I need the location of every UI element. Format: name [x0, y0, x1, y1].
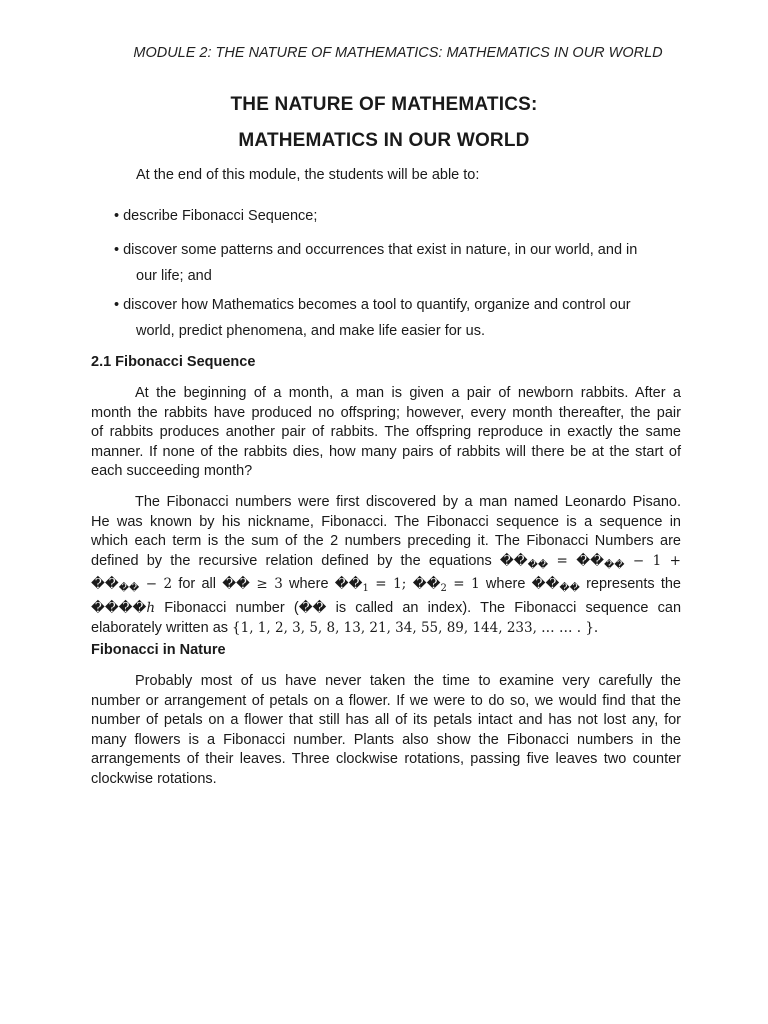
paragraph-line: each succeeding month? — [91, 463, 253, 480]
section-heading: 2.1 Fibonacci Sequence — [91, 354, 256, 370]
objective-text: • discover some patterns and occurrences that exist in nature, in our world, and in — [114, 242, 638, 258]
inline-text: represents the — [579, 576, 681, 593]
paragraph-line: The Fibonacci numbers were first discovered by a man named Leonardo Pisano. — [135, 494, 681, 510]
paragraph-line: number or arrangement of petals on a flower. If we were to do so, we would find that the — [91, 692, 681, 709]
paragraph-line: of rabbits produces another pair of rabbits. The offspring reproduce in exactly the same — [91, 424, 681, 441]
inline-text: where — [479, 576, 532, 593]
nth-symbol: ����ℎ — [91, 599, 156, 616]
paragraph-line — [91, 552, 681, 576]
index-symbol: �� — [298, 599, 327, 616]
paragraph-line — [91, 575, 681, 599]
paragraph-line: number of petals on a flower that still has all of its petals intact and has not lost any, for — [91, 712, 681, 729]
initial-conditions: $��_1 = 1$; $��_2 = 1$ — [334, 576, 480, 595]
inline-text: elaborately written as — [91, 619, 233, 636]
section-heading: Fibonacci in Nature — [91, 642, 226, 658]
fibonacci-nature-paragraph — [91, 672, 681, 790]
inline-text: is called an index). The Fibonacci sequence can — [326, 599, 682, 616]
paragraph-line: which each term is the sum of the 2 numbers preceding it. The Fibonacci Numbers are — [91, 533, 681, 550]
objective-item — [114, 203, 674, 229]
index-condition: �� ≥ 3 — [222, 576, 283, 593]
paragraph-line: At the beginning of a month, a man is given a pair of newborn rabbits. After a — [135, 385, 681, 401]
paragraph-line: arrangements of their leaves. Three clockwise rotations, passing five leaves two counter — [91, 751, 681, 768]
paragraph-line: He was known by his nickname, Fibonacci. The Fibonacci sequence is a sequence in — [91, 513, 681, 530]
recursion-formula-continued: $��_{��} - 2$ — [91, 576, 173, 595]
recursion-formula: $��_{��}$ = $��_{��} - 1$ + — [499, 552, 681, 571]
page-title-line-1: THE NATURE OF MATHEMATICS: — [230, 94, 538, 115]
objective-item — [114, 237, 674, 289]
objective-text-continued: our life; and — [136, 268, 212, 284]
objectives-intro: At the end of this module, the students will be able to: — [136, 167, 480, 183]
paragraph-line: manner. If none of the rabbits dies, how many pairs of rabbits will there be at the start of — [91, 443, 681, 460]
rabbit-problem-paragraph — [91, 384, 681, 482]
paragraph-line: many flowers is a Fibonacci number. Plants also show the Fibonacci numbers in the — [91, 731, 681, 748]
term-symbol: $��_{��}$ — [531, 576, 580, 595]
objective-text: • describe Fibonacci Sequence; — [114, 208, 318, 224]
objective-item — [114, 292, 674, 344]
inline-text: defined by the recursive relation defined by the equations — [91, 552, 492, 569]
inline-text: Fibonacci number ( — [155, 599, 299, 616]
page-title-line-2: MATHEMATICS IN OUR WORLD — [238, 130, 530, 151]
running-header: MODULE 2: THE NATURE OF MATHEMATICS: MATHEMATICS IN OUR WORLD — [133, 45, 663, 61]
inline-text: for all — [172, 576, 223, 593]
paragraph-line — [91, 599, 681, 619]
paragraph-line: Probably most of us have never taken the time to examine very carefully the — [135, 673, 681, 689]
fibonacci-definition-paragraph — [91, 493, 681, 638]
paragraph-line: clockwise rotations. — [91, 770, 217, 787]
objective-text-continued: world, predict phenomena, and make life easier for us. — [136, 323, 485, 339]
inline-text: where — [282, 576, 335, 593]
objective-text: • discover how Mathematics becomes a tool to quantify, organize and control our — [114, 297, 631, 313]
paragraph-line: month the rabbits have produced no offspring; however, every month thereafter, the pair — [91, 404, 681, 421]
paragraph-line — [91, 619, 681, 639]
fibonacci-sequence-set: {1, 1, 2, 3, 5, 8, 13, 21, 34, 55, 89, 144, 233, … … . }. — [232, 619, 599, 636]
